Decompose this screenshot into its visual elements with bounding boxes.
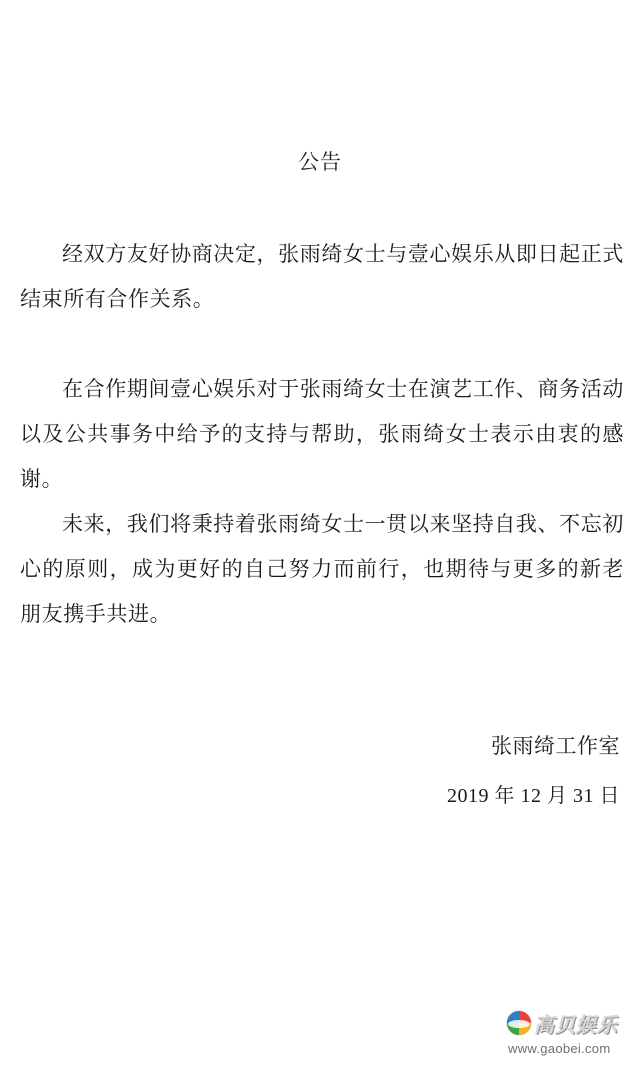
logo-icon bbox=[506, 1010, 532, 1036]
date: 2019 年 12 月 31 日 bbox=[447, 785, 620, 807]
paragraph-2: 在合作期间壹心娱乐对于张雨绮女士在演艺工作、商务活动以及公共事务中给予的支持与帮助，张雨绮女士表示由衷的感谢。 bbox=[20, 377, 624, 491]
document-title: 公告 bbox=[298, 150, 342, 174]
watermark bbox=[506, 1010, 626, 1064]
watermark-url: www.gaobei.com bbox=[508, 1041, 611, 1056]
paragraph-3: 未来，我们将秉持着张雨绮女士一贯以来坚持自我、不忘初心的原则，成为更好的自己努力而前行，也期待与更多的新老朋友携手共进。 bbox=[20, 512, 624, 626]
signature: 张雨绮工作室 bbox=[491, 734, 620, 758]
watermark-title: 高贝娱乐 bbox=[534, 1013, 618, 1037]
paragraph-1: 经双方友好协商决定，张雨绮女士与壹心娱乐从即日起正式结束所有合作关系。 bbox=[20, 242, 624, 311]
